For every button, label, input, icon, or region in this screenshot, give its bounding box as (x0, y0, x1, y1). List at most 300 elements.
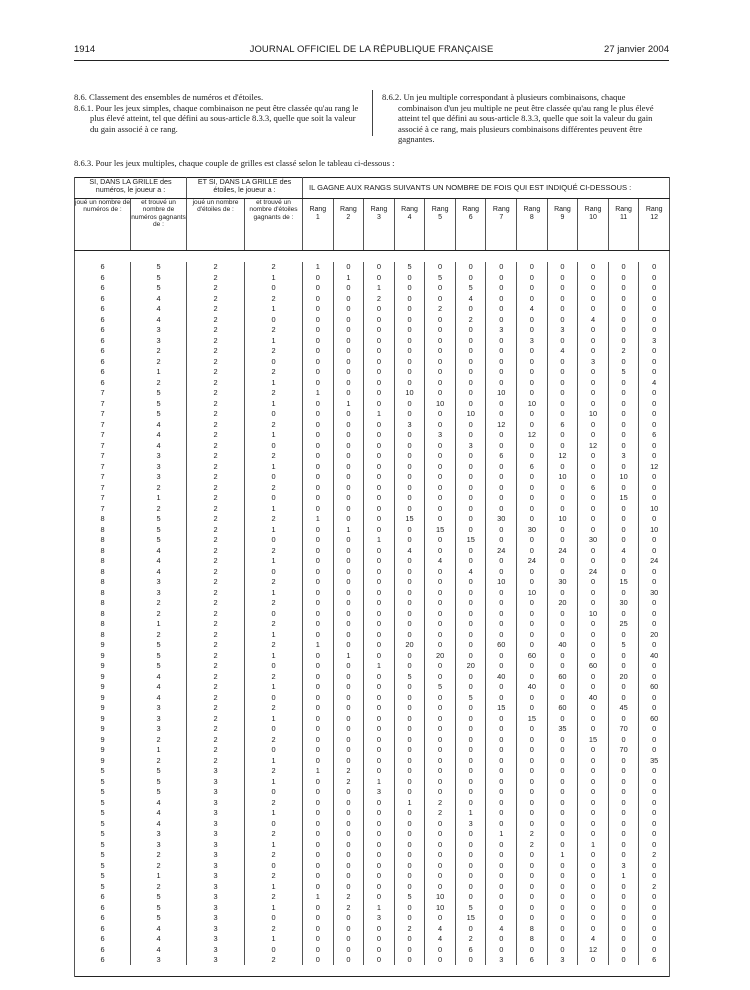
table-cell: 60 (486, 640, 517, 651)
table-cell: 0 (547, 587, 578, 598)
table-cell: 0 (608, 839, 639, 850)
table-cell: 2 (245, 388, 303, 399)
table-cell: 0 (455, 304, 486, 315)
table-cell: 2 (187, 619, 245, 630)
table-cell: 0 (425, 388, 456, 399)
table-cell: 0 (486, 293, 517, 304)
table-cell: 0 (639, 839, 670, 850)
table-cell: 0 (608, 356, 639, 367)
table-cell: 0 (578, 787, 609, 798)
table-cell: 0 (639, 451, 670, 462)
table-row (75, 787, 670, 798)
table-cell: 0 (639, 640, 670, 651)
table-cell: 20 (608, 671, 639, 682)
table-cell: 4 (425, 934, 456, 945)
table-cell: 2 (187, 430, 245, 441)
table-cell: 2 (187, 545, 245, 556)
table-row (75, 745, 670, 756)
table-cell: 30 (486, 514, 517, 525)
table-cell: 0 (517, 314, 548, 325)
table-cell: 0 (455, 955, 486, 966)
table-cell: 0 (578, 398, 609, 409)
table-cell: 6 (75, 293, 131, 304)
table-cell: 0 (608, 325, 639, 336)
table-cell: 2 (245, 451, 303, 462)
table-row (75, 503, 670, 514)
table-row (75, 367, 670, 378)
table-cell: 0 (425, 724, 456, 735)
table-cell: 0 (364, 745, 395, 756)
table-cell: 0 (364, 839, 395, 850)
table-cell: 0 (425, 671, 456, 682)
table-cell: 3 (187, 923, 245, 934)
table-cell: 0 (608, 829, 639, 840)
table-cell: 0 (578, 598, 609, 609)
table-cell: 0 (608, 755, 639, 766)
table-cell: 0 (578, 776, 609, 787)
table-cell: 0 (486, 787, 517, 798)
table-cell: 0 (364, 335, 395, 346)
table-cell: 0 (639, 766, 670, 777)
table-cell: 0 (394, 808, 425, 819)
table-cell: 2 (425, 808, 456, 819)
table-cell: 0 (364, 514, 395, 525)
table-cell: 3 (578, 356, 609, 367)
table-cell: 24 (639, 556, 670, 567)
table-cell: 0 (517, 535, 548, 546)
table-cell: 0 (245, 745, 303, 756)
table-cell: 0 (455, 430, 486, 441)
table-cell: 0 (394, 493, 425, 504)
table-cell: 4 (578, 934, 609, 945)
table-cell: 0 (455, 493, 486, 504)
table-cell: 0 (303, 629, 334, 640)
table-row (75, 766, 670, 777)
table-cell: 0 (394, 377, 425, 388)
table-cell: 0 (425, 377, 456, 388)
table-cell: 1 (364, 535, 395, 546)
table-cell: 0 (608, 482, 639, 493)
table-cell: 9 (75, 703, 131, 714)
table-cell: 0 (639, 608, 670, 619)
table-row (75, 440, 670, 451)
table-cell: 20 (639, 629, 670, 640)
table-cell: 0 (547, 713, 578, 724)
table-cell: 0 (425, 514, 456, 525)
table-cell: 0 (578, 808, 609, 819)
table-cell: 10 (486, 577, 517, 588)
table-cell: 0 (245, 440, 303, 451)
table-cell: 0 (639, 314, 670, 325)
table-cell: 0 (455, 461, 486, 472)
table-cell: 4 (131, 566, 187, 577)
table-cell: 10 (547, 472, 578, 483)
table-cell: 0 (303, 829, 334, 840)
table-cell: 0 (639, 808, 670, 819)
table-cell: 0 (303, 881, 334, 892)
table-cell: 0 (394, 818, 425, 829)
table-cell: 0 (486, 692, 517, 703)
table-cell: 7 (75, 472, 131, 483)
table-cell: 0 (547, 493, 578, 504)
table-cell: 1 (455, 808, 486, 819)
table-cell: 0 (364, 724, 395, 735)
table-cell: 0 (639, 293, 670, 304)
table-cell: 0 (303, 619, 334, 630)
table-cell: 0 (486, 472, 517, 483)
table-cell: 3 (187, 955, 245, 966)
table-cell: 9 (75, 650, 131, 661)
table-cell: 6 (75, 955, 131, 966)
table-cell: 0 (517, 566, 548, 577)
table-cell: 30 (547, 577, 578, 588)
table-cell: 0 (639, 818, 670, 829)
table-cell: 0 (517, 482, 548, 493)
table-row (75, 934, 670, 945)
table-cell: 0 (547, 304, 578, 315)
table-cell: 0 (364, 430, 395, 441)
table-cell: 0 (455, 598, 486, 609)
table-row (75, 388, 670, 399)
table-cell: 0 (303, 535, 334, 546)
table-cell: 0 (578, 860, 609, 871)
table-cell: 2 (394, 923, 425, 934)
table-cell: 0 (364, 955, 395, 966)
table-cell: 3 (425, 430, 456, 441)
table-row (75, 839, 670, 850)
table-cell: 0 (303, 503, 334, 514)
table-cell: 0 (639, 440, 670, 451)
table-cell: 7 (75, 503, 131, 514)
table-cell: 5 (75, 797, 131, 808)
table-cell: 0 (547, 566, 578, 577)
table-cell: 0 (486, 430, 517, 441)
table-cell: 0 (547, 818, 578, 829)
table-cell: 2 (245, 577, 303, 588)
filler-row (75, 965, 670, 976)
table-row (75, 671, 670, 682)
table-cell: 10 (547, 514, 578, 525)
table-cell: 0 (578, 881, 609, 892)
table-cell: 1 (364, 283, 395, 294)
table-cell: 0 (394, 619, 425, 630)
table-cell: 0 (303, 367, 334, 378)
table-cell: 0 (303, 283, 334, 294)
table-cell: 0 (639, 545, 670, 556)
table-cell: 4 (131, 692, 187, 703)
table-cell: 2 (245, 293, 303, 304)
table-cell: 10 (608, 472, 639, 483)
table-cell: 0 (608, 913, 639, 924)
table-cell: 0 (455, 881, 486, 892)
table-cell: 1 (333, 524, 364, 535)
table-cell: 6 (486, 451, 517, 462)
table-cell: 45 (608, 703, 639, 714)
table-cell: 0 (303, 335, 334, 346)
table-cell: 5 (75, 860, 131, 871)
table-cell: 0 (517, 881, 548, 892)
table-cell: 0 (517, 724, 548, 735)
header-rule (74, 60, 669, 61)
table-cell: 5 (455, 692, 486, 703)
table-cell: 9 (75, 713, 131, 724)
table-cell: 2 (187, 461, 245, 472)
table-cell: 0 (455, 325, 486, 336)
table-cell: 6 (517, 955, 548, 966)
table-cell: 6 (547, 419, 578, 430)
table-cell: 5 (131, 398, 187, 409)
table-cell: 1 (245, 272, 303, 283)
table-row (75, 944, 670, 955)
table-cell: 10 (425, 398, 456, 409)
table-cell: 0 (333, 293, 364, 304)
table-cell: 2 (517, 839, 548, 850)
rank-header-6: Rang 6 (455, 199, 486, 251)
table-cell: 2 (425, 797, 456, 808)
table-cell: 0 (608, 944, 639, 955)
table-cell: 4 (131, 923, 187, 934)
table-cell: 10 (425, 902, 456, 913)
table-cell: 0 (486, 503, 517, 514)
table-cell: 4 (425, 556, 456, 567)
table-cell: 0 (394, 860, 425, 871)
table-cell: 0 (608, 587, 639, 598)
table-cell: 0 (639, 262, 670, 273)
table-cell: 10 (455, 409, 486, 420)
right-column (382, 92, 670, 145)
table-cell: 3 (131, 839, 187, 850)
table-cell: 0 (486, 398, 517, 409)
table-cell: 0 (333, 598, 364, 609)
table-cell: 0 (425, 566, 456, 577)
table-cell: 7 (75, 482, 131, 493)
table-row (75, 850, 670, 861)
table-cell: 0 (608, 461, 639, 472)
table-cell: 0 (425, 346, 456, 357)
table-cell: 0 (333, 419, 364, 430)
table-cell: 3 (131, 829, 187, 840)
table-cell: 0 (455, 839, 486, 850)
table-cell: 60 (639, 682, 670, 693)
table-cell: 0 (517, 808, 548, 819)
table-cell: 0 (455, 608, 486, 619)
table-cell: 0 (639, 871, 670, 882)
table-row (75, 587, 670, 598)
table-cell: 0 (486, 892, 517, 903)
table-cell: 0 (333, 829, 364, 840)
table-cell: 6 (75, 902, 131, 913)
table-cell: 3 (187, 881, 245, 892)
table-cell: 6 (75, 314, 131, 325)
table-cell: 2 (245, 325, 303, 336)
table-cell: 0 (517, 440, 548, 451)
spacer-row (75, 251, 670, 262)
table-cell: 2 (187, 409, 245, 420)
table-cell: 0 (333, 871, 364, 882)
table-cell: 3 (187, 902, 245, 913)
table-cell: 0 (639, 944, 670, 955)
table-cell: 2 (187, 535, 245, 546)
table-cell: 0 (333, 556, 364, 567)
table-cell: 10 (486, 388, 517, 399)
table-cell: 0 (333, 587, 364, 598)
table-cell: 0 (364, 766, 395, 777)
header-grille-numeros: SI, DANS LA GRILLE des numéros, le joueur a : (75, 178, 187, 199)
table-cell: 0 (333, 755, 364, 766)
table-cell: 0 (333, 388, 364, 399)
table-cell: 2 (245, 640, 303, 651)
table-cell: 0 (547, 745, 578, 756)
table-cell: 0 (547, 923, 578, 934)
table-cell: 0 (517, 703, 548, 714)
table-cell: 4 (131, 808, 187, 819)
table-cell: 0 (517, 598, 548, 609)
table-cell: 0 (547, 755, 578, 766)
table-cell: 0 (455, 797, 486, 808)
table-cell: 1 (131, 493, 187, 504)
table-cell: 3 (187, 829, 245, 840)
table-cell: 0 (333, 409, 364, 420)
table-cell: 0 (455, 335, 486, 346)
table-cell: 0 (425, 356, 456, 367)
table-cell: 30 (517, 524, 548, 535)
table-cell: 0 (517, 293, 548, 304)
table-cell: 0 (517, 419, 548, 430)
table-cell: 0 (455, 724, 486, 735)
table-cell: 15 (608, 577, 639, 588)
table-cell: 3 (131, 577, 187, 588)
table-cell: 2 (245, 346, 303, 357)
rank-header-1: Rang 1 (303, 199, 334, 251)
table-cell: 0 (394, 440, 425, 451)
table-cell: 0 (578, 682, 609, 693)
table-cell: 2 (245, 850, 303, 861)
table-cell: 0 (333, 881, 364, 892)
table-cell: 2 (245, 829, 303, 840)
table-cell: 0 (547, 283, 578, 294)
table-row (75, 871, 670, 882)
table-cell: 0 (547, 430, 578, 441)
table-cell: 2 (187, 703, 245, 714)
table-cell: 0 (425, 839, 456, 850)
table-cell: 0 (547, 871, 578, 882)
table-cell: 0 (333, 325, 364, 336)
table-cell: 0 (486, 262, 517, 273)
table-cell: 40 (639, 650, 670, 661)
table-cell: 0 (333, 377, 364, 388)
table-cell: 5 (131, 913, 187, 924)
table-cell: 0 (608, 440, 639, 451)
table-cell: 0 (394, 871, 425, 882)
table-cell: 0 (486, 556, 517, 567)
table-cell: 0 (364, 619, 395, 630)
table-cell: 70 (608, 745, 639, 756)
table-cell: 2 (187, 493, 245, 504)
table-cell: 0 (486, 902, 517, 913)
table-cell: 0 (364, 818, 395, 829)
rank-header-4: Rang 4 (394, 199, 425, 251)
table-cell: 0 (333, 692, 364, 703)
table-cell: 0 (364, 398, 395, 409)
table-cell: 0 (245, 661, 303, 672)
table-cell: 3 (455, 440, 486, 451)
table-cell: 0 (394, 829, 425, 840)
table-cell: 0 (639, 724, 670, 735)
table-cell: 0 (486, 409, 517, 420)
table-cell: 0 (578, 503, 609, 514)
table-cell: 0 (486, 745, 517, 756)
table-cell: 0 (364, 503, 395, 514)
table-cell: 0 (455, 346, 486, 357)
table-cell: 6 (75, 325, 131, 336)
table-cell: 0 (486, 304, 517, 315)
table-cell: 0 (486, 797, 517, 808)
table-cell: 0 (394, 293, 425, 304)
table-cell: 1 (333, 398, 364, 409)
table-row (75, 913, 670, 924)
table-cell: 0 (245, 356, 303, 367)
table-cell: 3 (187, 850, 245, 861)
table-cell: 8 (75, 577, 131, 588)
table-cell: 0 (578, 272, 609, 283)
table-cell: 0 (486, 808, 517, 819)
table-cell: 10 (394, 388, 425, 399)
table-cell: 0 (517, 577, 548, 588)
table-cell: 0 (608, 902, 639, 913)
table-cell: 0 (364, 850, 395, 861)
table-cell: 20 (455, 661, 486, 672)
table-cell: 0 (608, 262, 639, 273)
table-cell: 0 (578, 524, 609, 535)
table-cell: 0 (425, 871, 456, 882)
table-cell: 2 (245, 367, 303, 378)
table-cell: 2 (187, 293, 245, 304)
table-cell: 0 (303, 818, 334, 829)
table-cell: 35 (639, 755, 670, 766)
table-row (75, 335, 670, 346)
table-cell: 0 (608, 419, 639, 430)
table-cell: 0 (394, 503, 425, 514)
table-cell: 0 (245, 818, 303, 829)
table-cell: 2 (187, 335, 245, 346)
table-cell: 2 (187, 682, 245, 693)
table-cell: 2 (187, 440, 245, 451)
table-cell: 0 (608, 955, 639, 966)
table-cell: 2 (187, 671, 245, 682)
table-cell: 3 (131, 472, 187, 483)
table-cell: 0 (394, 451, 425, 462)
table-cell: 60 (547, 671, 578, 682)
table-cell: 0 (639, 566, 670, 577)
table-cell: 0 (455, 755, 486, 766)
table-cell: 0 (455, 503, 486, 514)
table-cell: 5 (608, 640, 639, 651)
table-cell: 0 (364, 587, 395, 598)
table-cell: 0 (608, 797, 639, 808)
table-cell: 0 (608, 430, 639, 441)
table-cell: 2 (187, 419, 245, 430)
table-cell: 0 (425, 608, 456, 619)
table-cell: 0 (578, 724, 609, 735)
table-cell: 1 (245, 524, 303, 535)
table-cell: 0 (303, 902, 334, 913)
table-cell: 8 (75, 629, 131, 640)
table-cell: 24 (486, 545, 517, 556)
table-cell: 0 (486, 944, 517, 955)
table-cell: 20 (425, 650, 456, 661)
table-cell: 0 (245, 860, 303, 871)
table-row (75, 262, 670, 273)
